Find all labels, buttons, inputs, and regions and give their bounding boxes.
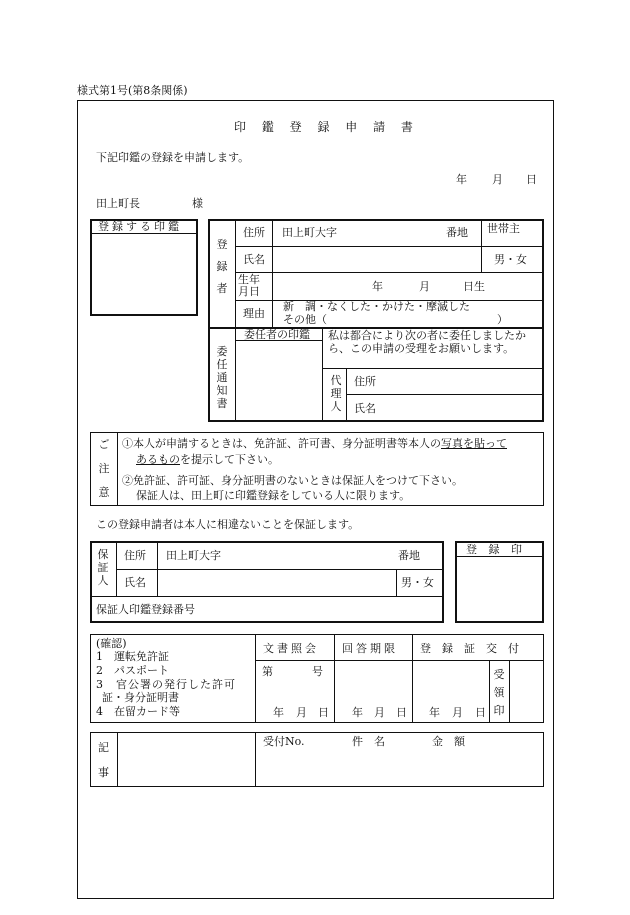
registrant-table [208, 219, 544, 422]
intro-text: 下記印鑑の登録を申請します。 [96, 151, 250, 164]
remarks-table [90, 732, 544, 787]
date-month[interactable]: 月 [492, 173, 503, 186]
doc-inquiry-header: 文書照会 [263, 642, 319, 655]
note-1-line2: あるものを提示して下さい。 [136, 453, 279, 466]
birth-day[interactable]: 日生 [463, 280, 485, 293]
doc-number-suffix: 号 [312, 665, 323, 678]
guarantor-seal-number-label[interactable]: 保証人印鑑登録番号 [96, 603, 195, 616]
confirm-item-3-cont: 証・身分証明書 [102, 691, 179, 704]
seal-box-label: 登録する印鑑 [98, 220, 182, 233]
doc-inquiry-year: 年 [273, 706, 284, 719]
reason-other[interactable]: その他（ [283, 313, 327, 326]
registrant-address-prefix[interactable]: 田上町大字 [282, 226, 337, 239]
registrant-address-label: 住所 [243, 226, 265, 239]
confirm-item-4[interactable]: 4 在留カード等 [96, 705, 180, 718]
seal-box-divider [92, 233, 196, 234]
reply-deadline-header: 回答期限 [342, 642, 398, 655]
guarantor-name-label: 氏名 [124, 576, 146, 589]
reply-year: 年 [352, 706, 363, 719]
registrant-name-label: 氏名 [243, 253, 265, 266]
issue-day: 日 [475, 706, 486, 719]
form-title: 印 鑑 登 録 申 請 書 [234, 120, 419, 134]
form-number: 様式第1号(第8条関係) [77, 84, 188, 97]
addressee-name: 田上町長 [96, 197, 140, 210]
registrant-section-label: 登録者 [216, 238, 228, 295]
birth-month[interactable]: 月 [419, 280, 430, 293]
registrant-gender[interactable]: 男・女 [494, 253, 527, 266]
guarantor-gender[interactable]: 男・女 [401, 576, 434, 589]
reason-label: 理由 [243, 307, 265, 320]
guarantor-address-label: 住所 [124, 549, 146, 562]
remarks-label-1: 記 [98, 741, 109, 754]
issue-year: 年 [429, 706, 440, 719]
issue-month: 月 [452, 706, 463, 719]
birth-year[interactable]: 年 [372, 280, 383, 293]
agent-label: 代理人 [330, 374, 342, 413]
delegation-section-label: 委任通知書 [216, 345, 228, 410]
note-2-line2: 保証人は、田上町に印鑑登録をしている人に限ります。 [136, 489, 411, 502]
registrant-banchi: 番地 [446, 226, 468, 239]
reply-month: 月 [374, 706, 385, 719]
confirm-item-1[interactable]: 1 運転免許証 [96, 650, 169, 663]
guarantee-statement: この登録申請者は本人に相違ないことを保証します。 [96, 518, 360, 531]
remarks-label-2: 事 [98, 766, 109, 779]
date-year[interactable]: 年 [456, 173, 467, 186]
doc-number-prefix[interactable]: 第 [262, 665, 273, 678]
notes-label: ご注意 [98, 438, 110, 499]
cert-issue-header: 登 録 証 交 付 [420, 642, 519, 655]
reason-close: ） [497, 313, 508, 326]
doc-inquiry-month: 月 [296, 706, 307, 719]
guarantor-banchi: 番地 [398, 549, 420, 562]
receipt-no-label[interactable]: 受付No. [263, 735, 305, 748]
guarantor-section-label: 保証人 [97, 548, 109, 587]
household-head-label[interactable]: 世帯主 [487, 222, 520, 235]
amount-label[interactable]: 金 額 [432, 735, 465, 748]
note-1-line1: ①本人が申請するときは、免許証、許可書、身分証明書等本人の写真を貼って [122, 437, 507, 450]
confirm-item-2[interactable]: 2 パスポート [96, 664, 169, 677]
agent-name-label: 氏名 [354, 402, 376, 415]
confirm-title: (確認) [96, 637, 127, 650]
confirm-item-3[interactable]: 3 官公署の発行した許可 [96, 678, 236, 691]
reason-options[interactable]: 新 調・なくした・かけた・摩滅した [283, 300, 470, 313]
guarantor-address-prefix[interactable]: 田上町大字 [166, 549, 221, 562]
note-2-line1: ②免許証、許可証、身分証明書のないときは保証人をつけて下さい。 [122, 474, 463, 487]
subject-label[interactable]: 件 名 [352, 735, 385, 748]
agent-address-label: 住所 [354, 375, 376, 388]
registration-seal-label: 登 録 印 [466, 543, 526, 556]
date-day[interactable]: 日 [526, 173, 537, 186]
birth-label: 生年月日 [238, 273, 260, 298]
doc-inquiry-day: 日 [318, 706, 329, 719]
reply-day: 日 [396, 706, 407, 719]
delegator-seal-label: 委任者の印鑑 [244, 328, 310, 341]
addressee-honorific: 様 [192, 197, 203, 210]
received-seal-label: 受領印 [493, 668, 505, 717]
delegation-text: 私は都合により次の者に委任しましたから、この申請の受理をお願いします。 [328, 329, 526, 355]
